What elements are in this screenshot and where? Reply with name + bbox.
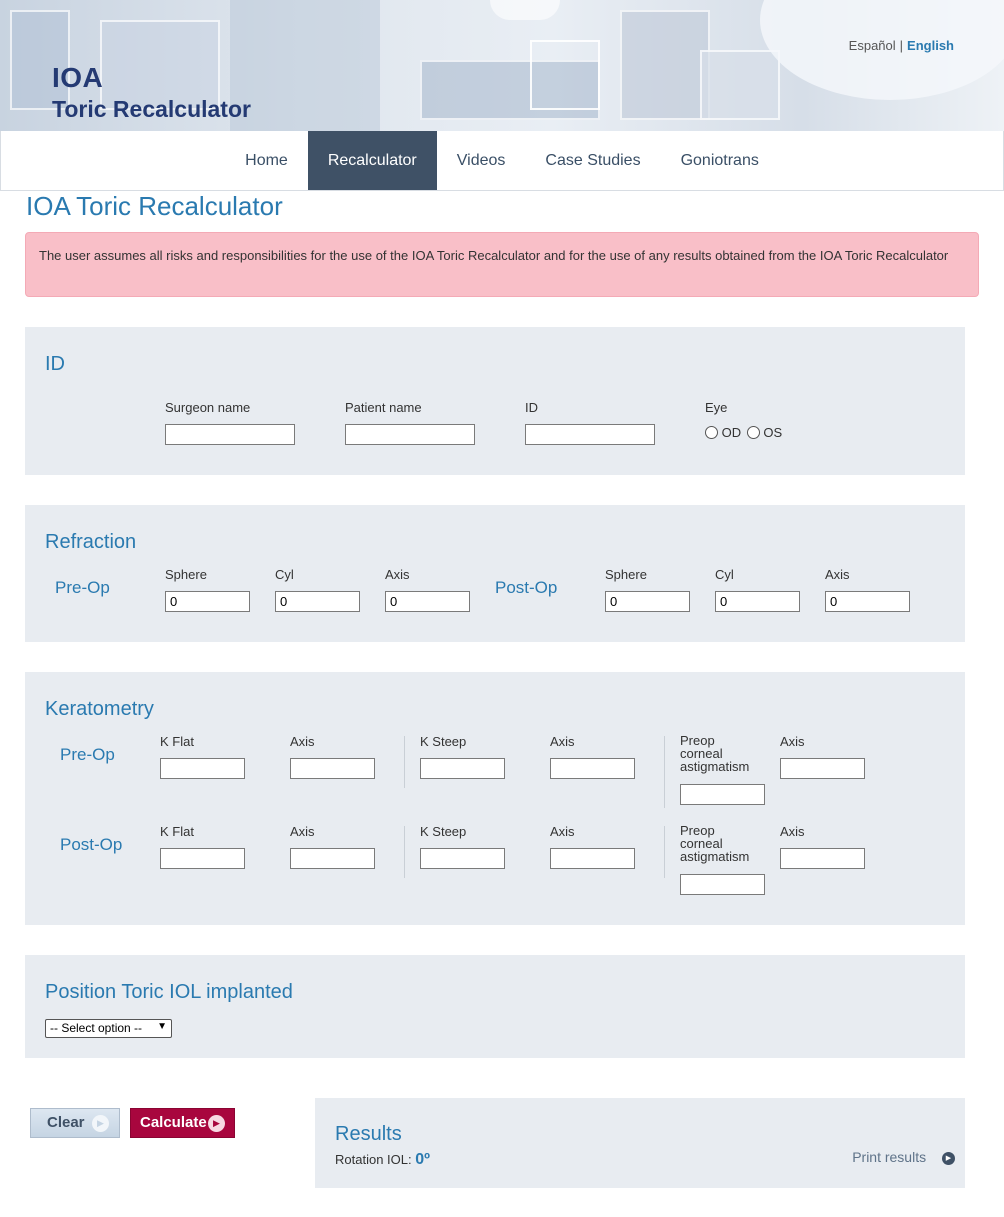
disclaimer-alert: The user assumes all risks and responsibilities for the use of the IOA Toric Recalculator and for the use of any results obtained from the IOA Toric Recalculator — [25, 232, 979, 297]
preop-astig-axis-label: Axis — [780, 734, 805, 749]
keratometry-section-title: Keratometry — [45, 698, 154, 720]
logo-ioa[interactable]: IOA — [52, 62, 104, 93]
patient-name-label: Patient name — [345, 400, 422, 415]
print-results-link[interactable] — [852, 1149, 955, 1165]
preop-astig-label: Preop corneal astigmatism — [680, 733, 750, 774]
separator — [404, 736, 405, 788]
preop-ksteep-input[interactable] — [420, 758, 505, 779]
refraction-panel — [25, 505, 965, 642]
preop-kflat-label: K Flat — [160, 734, 194, 749]
preop-cyl-label: Cyl — [275, 567, 294, 582]
calculate-button-label: Calculate — [140, 1114, 207, 1131]
eye-radio-group — [705, 424, 784, 440]
postop-kflat-axis-label: Axis — [290, 824, 315, 839]
rotation-value: 0º — [415, 1151, 430, 1168]
eye-od-label: OD — [721, 425, 742, 441]
preop-astig-input[interactable] — [680, 784, 765, 805]
postop-astig-axis-label: Axis — [780, 824, 805, 839]
preop-kflat-axis-label: Axis — [290, 734, 315, 749]
preop-sphere-label: Sphere — [165, 567, 207, 582]
arrow-right-icon: ▶ — [92, 1115, 109, 1132]
postop-kflat-label: K Flat — [160, 824, 194, 839]
refraction-preop-label: Pre-Op — [55, 578, 110, 597]
refraction-section-title: Refraction — [45, 531, 137, 553]
eye-label: Eye — [705, 400, 728, 415]
postop-ksteep-input[interactable] — [420, 848, 505, 869]
postop-sphere-label: Sphere — [605, 567, 647, 582]
chevron-down-icon: ▼ — [157, 1021, 167, 1032]
position-panel — [25, 955, 965, 1058]
lang-english-link[interactable]: English — [907, 38, 954, 53]
main-nav — [0, 131, 1004, 191]
position-section-title: Position Toric IOL implanted — [45, 981, 293, 1003]
calculate-button[interactable] — [130, 1108, 235, 1138]
keratometry-panel — [25, 672, 965, 925]
rotation-label: Rotation IOL: — [335, 1152, 412, 1167]
refraction-postop-label: Post-Op — [495, 578, 558, 597]
postop-ksteep-label: K Steep — [420, 824, 467, 839]
language-switcher — [849, 38, 954, 53]
preop-kflat-axis-input[interactable] — [290, 758, 375, 779]
separator — [664, 736, 665, 808]
preop-ksteep-axis-input[interactable] — [550, 758, 635, 779]
print-results-label: Print results — [852, 1149, 927, 1165]
postop-ksteep-axis-input[interactable] — [550, 848, 635, 869]
postop-ksteep-axis-label: Axis — [550, 824, 575, 839]
preop-ksteep-label: K Steep — [420, 734, 467, 749]
preop-axis-label: Axis — [385, 567, 410, 582]
preop-ksteep-axis-label: Axis — [550, 734, 575, 749]
preop-kflat-input[interactable] — [160, 758, 245, 779]
preop-sphere-input[interactable]: 0 — [165, 591, 250, 612]
position-select[interactable] — [45, 1019, 172, 1038]
nav-goniotrans[interactable]: Goniotrans — [680, 152, 759, 169]
postop-kflat-input[interactable] — [160, 848, 245, 869]
postop-axis-label: Axis — [825, 567, 850, 582]
postop-cyl-input[interactable]: 0 — [715, 591, 800, 612]
arrow-right-circle-icon: ▶ — [942, 1152, 955, 1165]
logo-toric-recalculator[interactable]: Toric Recalculator — [52, 96, 251, 122]
surgeon-name-input[interactable] — [165, 424, 295, 445]
preop-cyl-input[interactable]: 0 — [275, 591, 360, 612]
kerato-postop-label: Post-Op — [60, 835, 123, 854]
kerato-preop-label: Pre-Op — [60, 745, 115, 764]
lang-separator: | — [899, 38, 904, 53]
nav-home[interactable]: Home — [245, 152, 288, 169]
surgeon-name-label: Surgeon name — [165, 400, 251, 415]
clear-button[interactable] — [30, 1108, 120, 1138]
rotation-readout — [335, 1151, 430, 1169]
postop-axis-input[interactable]: 0 — [825, 591, 910, 612]
results-title: Results — [335, 1123, 402, 1145]
position-select-value: -- Select option -- — [50, 1021, 143, 1035]
postop-cyl-label: Cyl — [715, 567, 734, 582]
eye-od-radio[interactable] — [705, 426, 718, 439]
postop-astig-label: Preop corneal astigmatism — [680, 823, 750, 864]
page-title: IOA Toric Recalculator — [26, 191, 283, 221]
separator — [664, 826, 665, 878]
postop-astig-input[interactable] — [680, 874, 765, 895]
nav-recalculator[interactable]: Recalculator — [308, 131, 437, 190]
nav-videos[interactable]: Videos — [456, 152, 506, 169]
postop-astig-axis-input[interactable] — [780, 848, 865, 869]
id-panel — [25, 327, 965, 475]
postop-kflat-axis-input[interactable] — [290, 848, 375, 869]
clear-button-label: Clear — [47, 1114, 85, 1131]
eye-os-radio[interactable] — [747, 426, 760, 439]
id-section-title: ID — [45, 353, 65, 375]
eye-os-label: OS — [763, 425, 783, 441]
postop-sphere-input[interactable]: 0 — [605, 591, 690, 612]
preop-astig-axis-input[interactable] — [780, 758, 865, 779]
header-banner — [0, 0, 1004, 131]
id-input[interactable] — [525, 424, 655, 445]
patient-name-input[interactable] — [345, 424, 475, 445]
nav-case-studies[interactable]: Case Studies — [545, 152, 641, 169]
results-panel — [315, 1098, 965, 1188]
lang-espanol-link[interactable]: Español — [848, 38, 896, 53]
id-label: ID — [525, 400, 538, 415]
preop-axis-input[interactable]: 0 — [385, 591, 470, 612]
separator — [404, 826, 405, 878]
arrow-right-icon: ▶ — [208, 1115, 225, 1132]
